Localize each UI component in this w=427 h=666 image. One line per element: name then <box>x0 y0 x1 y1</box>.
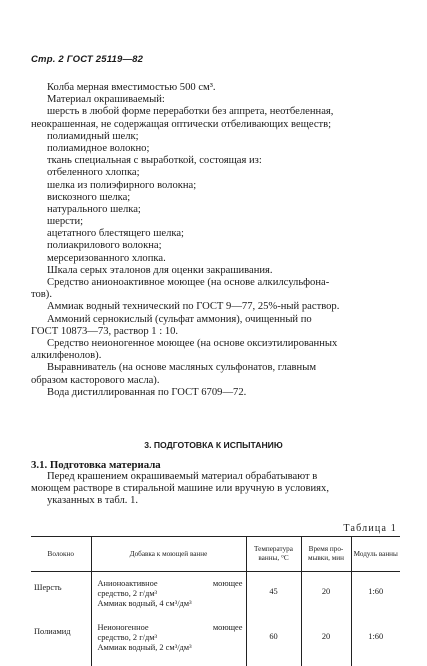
section-paragraph <box>31 471 400 508</box>
table-caption: Таблица 1 <box>343 523 397 534</box>
additive-word-b: моющее <box>212 579 243 588</box>
header-time: Время про- мывки, мин <box>301 537 351 572</box>
page-header: Стр. 2 ГОСТ 25119—82 <box>31 54 144 65</box>
washing-conditions-table <box>31 536 400 666</box>
polyacryl-item: полиакрилового волокна; <box>47 240 162 252</box>
additive-line-3: Аммиак водный, 2 см³/дм³ <box>97 642 192 652</box>
additive-word-a: Неионогенное <box>97 622 149 632</box>
table-header-row <box>31 537 400 572</box>
subsection-title: 3.1. Подготовка материала <box>31 459 161 471</box>
natural-silk-item: натурального шелка; <box>47 203 141 215</box>
additive-line-2: средство, 2 г/дм³ <box>97 589 158 598</box>
cell-modulus: 1:60 <box>351 572 400 620</box>
grey-scale-line: Шкала серых эталонов для оценки закрашивания. <box>47 264 273 276</box>
wool-item: шерсти; <box>47 216 84 228</box>
anionic-line-1: Средство анионоактивное моющее (на основе алкилсульфона- <box>47 277 330 288</box>
header-additive: Добавка к моющей ванне <box>91 537 246 572</box>
cell-modulus: 1:60 <box>351 620 400 666</box>
cell-temperature: 60 <box>246 620 301 666</box>
viscose-silk-item: вискозного шелка; <box>47 191 131 203</box>
polyamide-silk: полиамидный шелк; <box>47 130 139 142</box>
cotton-item: отбеленного хлопка; <box>47 167 140 179</box>
water-line: Вода дистиллированная по ГОСТ 6709—72. <box>47 386 247 398</box>
paragraph-line-3: указанных в табл. 1. <box>47 495 139 507</box>
cell-additive <box>91 572 246 620</box>
wool-line-1: шерсть в любой форме переработки без аппрета, неотбеленная, <box>47 106 334 118</box>
header-temperature: Температура ванны, °С <box>246 537 301 572</box>
leveler-line-2: образом касторового масла). <box>31 374 160 386</box>
cell-time: 20 <box>301 620 351 666</box>
ammonia-line: Аммиак водный технический по ГОСТ 9—77, 25%-ный раствор. <box>47 301 340 313</box>
additive-word-a: Анионоактивное <box>97 579 158 588</box>
anionic-line-2: тов). <box>31 289 52 301</box>
polyamide-fiber: полиамидное волокно; <box>47 142 150 154</box>
cell-temperature: 45 <box>246 572 301 620</box>
header-fiber: Волокно <box>31 537 91 572</box>
ammonium-line-2: ГОСТ 10873—73, раствор 1 : 10. <box>31 325 179 337</box>
mercerized-item: мерсеризованного хлопка. <box>47 252 166 264</box>
additive-line-1 <box>98 623 243 633</box>
cell-fiber: Шерсть <box>34 583 62 592</box>
paragraph-line-2: моющем растворе в стиральной машине или вручную в условиях, <box>31 483 329 495</box>
section-title: 3. ПОДГОТОВКА К ИСПЫТАНИЮ <box>144 440 283 450</box>
special-fabric: ткань специальная с выработкой, состоящая из: <box>47 155 262 167</box>
table-row <box>31 620 400 666</box>
paragraph-line-1: Перед крашением окрашиваемый материал обрабатывают в <box>47 471 318 482</box>
table-row <box>31 572 400 620</box>
flask-line: Колба мерная вместимостью 500 см³. <box>47 82 216 93</box>
cell-time: 20 <box>301 572 351 620</box>
header-modulus: Модуль ванны <box>351 537 400 572</box>
additive-line-3: Аммиак водный, 4 см³/дм³ <box>97 599 192 608</box>
cell-fiber: Полиамид <box>34 626 71 636</box>
additive-line-1 <box>98 579 243 589</box>
polyester-silk-item: шелка из полиэфирного волокна; <box>47 179 197 191</box>
wool-line-2: неокрашенная, не содержащая оптически отбеливающих веществ; <box>31 118 332 130</box>
cell-additive <box>91 620 246 666</box>
leveler-line-1: Выравниватель (на основе масляных сульфонатов, главным <box>47 362 317 374</box>
nonionic-line-2: алкилфенолов). <box>31 350 102 362</box>
additive-line-2: средство, 2 г/дм³ <box>97 632 158 642</box>
nonionic-line-1: Средство неионогенное моющее (на основе оксиэтилированных <box>47 337 338 349</box>
ammonium-line-1: Аммоний сернокислый (сульфат аммония), очищенный по <box>47 313 312 325</box>
fabric-title: Материал окрашиваемый: <box>47 94 165 106</box>
acetate-silk-item: ацетатного блестящего шелка; <box>47 228 184 240</box>
materials-list <box>31 82 400 399</box>
additive-word-b: моющее <box>212 622 243 632</box>
